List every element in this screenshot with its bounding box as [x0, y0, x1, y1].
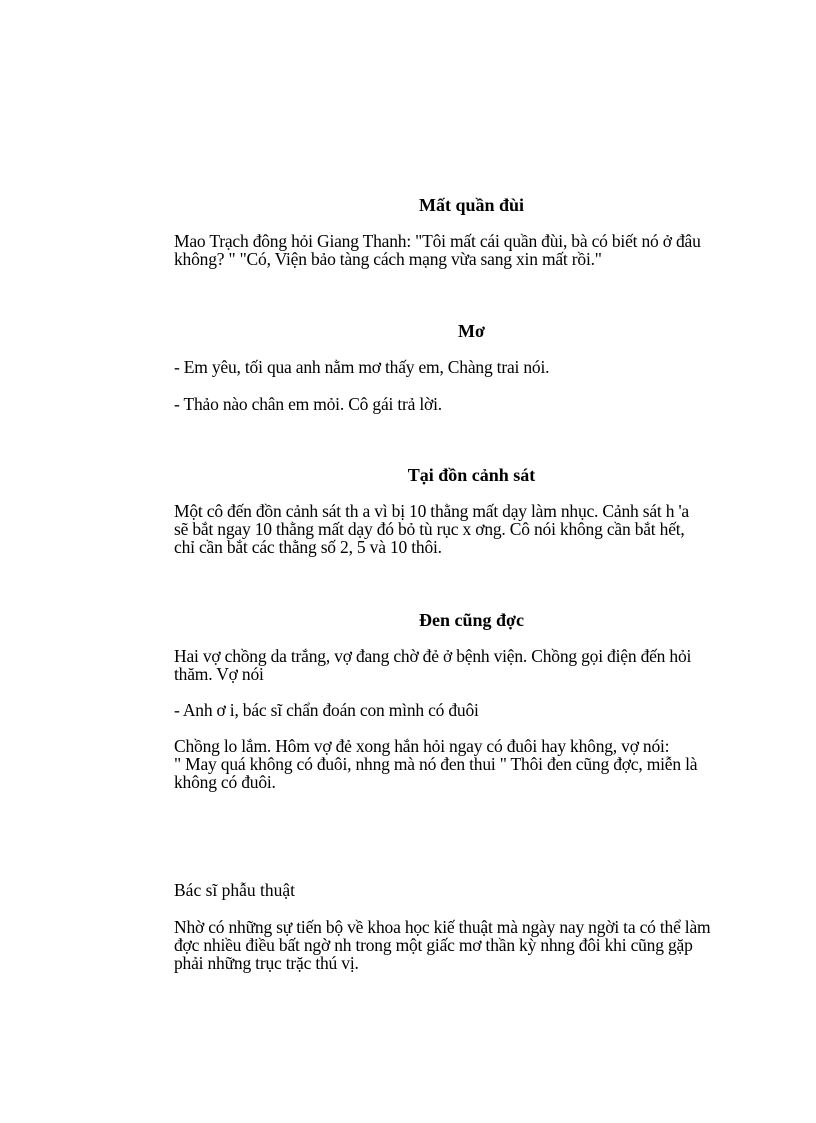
- story-title-bac-si-phau-thuat: Bác sĩ phẫu thuật: [174, 880, 296, 900]
- story-title-mo: Mơ: [458, 321, 485, 341]
- story-title-mat-quan-dui: Mất quần đùi: [418, 195, 525, 215]
- story-title-tai-don-canh-sat: Tại đồn cảnh sát: [407, 465, 536, 485]
- story-paragraph: Hai vợ chồng da trắng, vợ đang chờ đẻ ở bệnh viện. Chồng gọi điện đến hỏi thăm. Vợ nói: [174, 646, 692, 684]
- story-paragraph: Một cô đến đồn cảnh sát th a vì bị 10 thằng mất dạy làm nhục. Cảnh sát h 'a sẽ bắt ngay 10 thằng mất dạy đó bỏ tù rục x ơng. Cô nói không cần bắt hết, chỉ cần bắt các thằng số 2, 5 và 10 thôi.: [174, 501, 689, 557]
- story-paragraph: Nhờ có những sự tiến bộ về khoa học kiế thuật mà ngày nay ngời ta có thể làm đợc nhiều điều bất ngờ nh trong một giấc mơ thần kỳ nhng đôi khi cũng gặp phải những trục trặc thú vị.: [174, 917, 711, 973]
- story-paragraph: Chồng lo lắm. Hôm vợ đẻ xong hắn hỏi ngay có đuôi hay không, vợ nói: " May quá không có đuôi, nhng mà nó đen thui " Thôi đen cũng đợc, miễn là không có đuôi.: [174, 736, 698, 792]
- story-paragraph: - Em yêu, tối qua anh nằm mơ thấy em, Chàng trai nói.: [174, 357, 550, 377]
- story-paragraph: Mao Trạch đông hỏi Giang Thanh: "Tôi mất cái quần đùi, bà có biết nó ở đâu không? " "Có, Viện bảo tàng cách mạng vừa sang xin mất rồi.": [174, 231, 701, 269]
- story-paragraph: - Anh ơ i, bác sĩ chẩn đoán con mình có đuôi: [174, 700, 479, 720]
- story-title-den-cung-doc: Đen cũng đợc: [419, 610, 524, 630]
- story-paragraph: - Thảo nào chân em mỏi. Cô gái trả lời.: [174, 394, 442, 414]
